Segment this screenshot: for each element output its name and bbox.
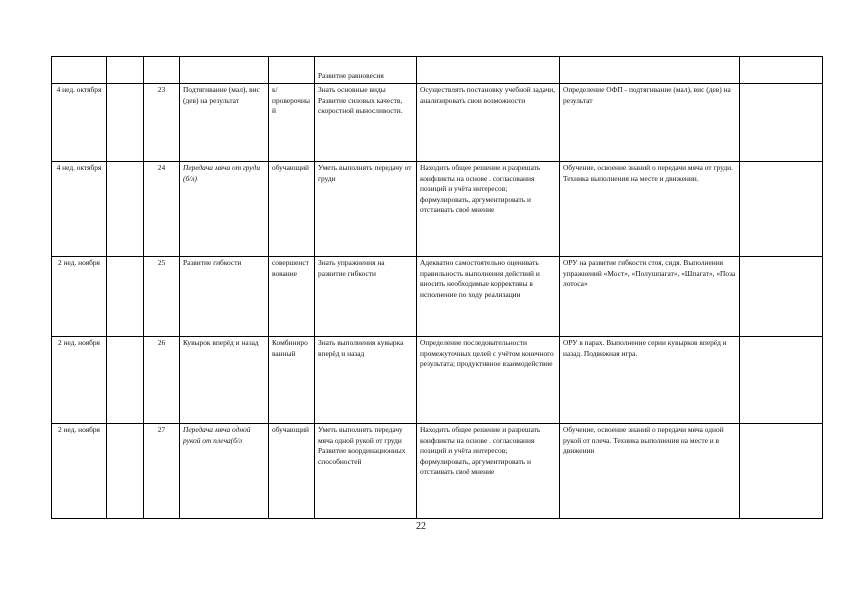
lesson-number-cell: 25 xyxy=(144,257,180,337)
blank-cell xyxy=(107,162,144,257)
topic-cell: Передача мяча одной рукой от плеча(б/л xyxy=(180,424,269,519)
content-cell: ОРУ в парах. Выполнение серии кувырков вперёд и назад. Подвижная игра. xyxy=(560,337,740,424)
date-cell: 4 нед. октября xyxy=(52,84,107,162)
lesson-plan-table xyxy=(51,56,823,519)
page-number: 22 xyxy=(416,521,426,532)
lesson-number-cell: 24 xyxy=(144,162,180,257)
extra-cell xyxy=(740,337,823,424)
table-row xyxy=(52,84,823,162)
date-cell: 2 нед. ноября xyxy=(52,424,107,519)
date-cell xyxy=(52,57,107,84)
content-cell: Обучение, освоение знаний о передачи мяча одной рукой от плеча. Техника выполнения на месте и в движении xyxy=(560,424,740,519)
topic-cell xyxy=(180,57,269,84)
uud-cell xyxy=(417,57,560,84)
date-cell: 2 нед. ноября xyxy=(52,337,107,424)
topic-cell: Передача мяча от груди (б/л) xyxy=(180,162,269,257)
uud-cell: Осуществлять постановку учебной задачи, анализировать свои возможности xyxy=(417,84,560,162)
lesson-number-cell: 23 xyxy=(144,84,180,162)
uud-cell: Находить общее решение и разрешать конфликты на основе . согласования позиций и учёта интересов; формулировать, аргументировать и отстаивать своё мнение xyxy=(417,424,560,519)
table-row xyxy=(52,337,823,424)
skills-cell: Знать упражнения на развитие гибкости xyxy=(315,257,417,337)
lesson-type-cell: Комбинированный xyxy=(269,337,315,424)
content-cell: Определение ОФП - подтягивание (мал), вис (дев) на результат xyxy=(560,84,740,162)
lesson-number-cell: 27 xyxy=(144,424,180,519)
lesson-type-cell: обучающий xyxy=(269,162,315,257)
extra-cell xyxy=(740,84,823,162)
lesson-type-cell: совершенствование xyxy=(269,257,315,337)
blank-cell xyxy=(107,84,144,162)
content-cell xyxy=(560,57,740,84)
extra-cell xyxy=(740,257,823,337)
uud-cell: Определение последовательности промежуточных целей с учётом конечного результата; продуктивное взаимодействие xyxy=(417,337,560,424)
table-row xyxy=(52,424,823,519)
blank-cell xyxy=(107,57,144,84)
uud-cell: Находить общее решение и разрешать конфликты на основе . согласования позиций и учёта интересов; формулировать, аргументировать и отстаивать своё мнение xyxy=(417,162,560,257)
blank-cell xyxy=(107,424,144,519)
skills-cell: Знать выполнения кувырка вперёд и назад xyxy=(315,337,417,424)
extra-cell xyxy=(740,162,823,257)
skills-cell: Уметь выполнять передачу от груди xyxy=(315,162,417,257)
skills-cell: Развитие равновесия xyxy=(315,57,417,84)
lesson-type-cell: к/проверочный xyxy=(269,84,315,162)
lesson-type-cell xyxy=(269,57,315,84)
lesson-number-cell: 26 xyxy=(144,337,180,424)
topic-cell: Кувырок вперёд и назад xyxy=(180,337,269,424)
skills-cell: Уметь выполнять передачу мяча одной рукой от груди Развитие координационных способностей xyxy=(315,424,417,519)
lesson-type-cell: обучающий xyxy=(269,424,315,519)
extra-cell xyxy=(740,57,823,84)
blank-cell xyxy=(107,337,144,424)
blank-cell xyxy=(107,257,144,337)
lesson-number-cell xyxy=(144,57,180,84)
content-cell: Обучение, освоение знаний о передачи мяча от груди. Техника выполнения на месте и движении. xyxy=(560,162,740,257)
table-row xyxy=(52,162,823,257)
extra-cell xyxy=(740,424,823,519)
table-row xyxy=(52,57,823,84)
skills-cell: Знать основные виды Развитие силовых качеств, скоростной выносливости. xyxy=(315,84,417,162)
topic-cell: Подтягивание (мал), вис (дев) на результат xyxy=(180,84,269,162)
table-row xyxy=(52,257,823,337)
topic-cell: Развитие гибкости xyxy=(180,257,269,337)
date-cell: 2 нед. ноября xyxy=(52,257,107,337)
uud-cell: Адекватно самостоятельно оценивать правильность выполнения действий и вносить необходимые коррективы в исполнение по ходу реализации xyxy=(417,257,560,337)
date-cell: 4 нед. октября xyxy=(52,162,107,257)
content-cell: ОРУ на развитие гибкости стоя, сидя. Выполнения упражнений «Мост», «Полушпагат», «Шпагат», «Поза лотоса» xyxy=(560,257,740,337)
